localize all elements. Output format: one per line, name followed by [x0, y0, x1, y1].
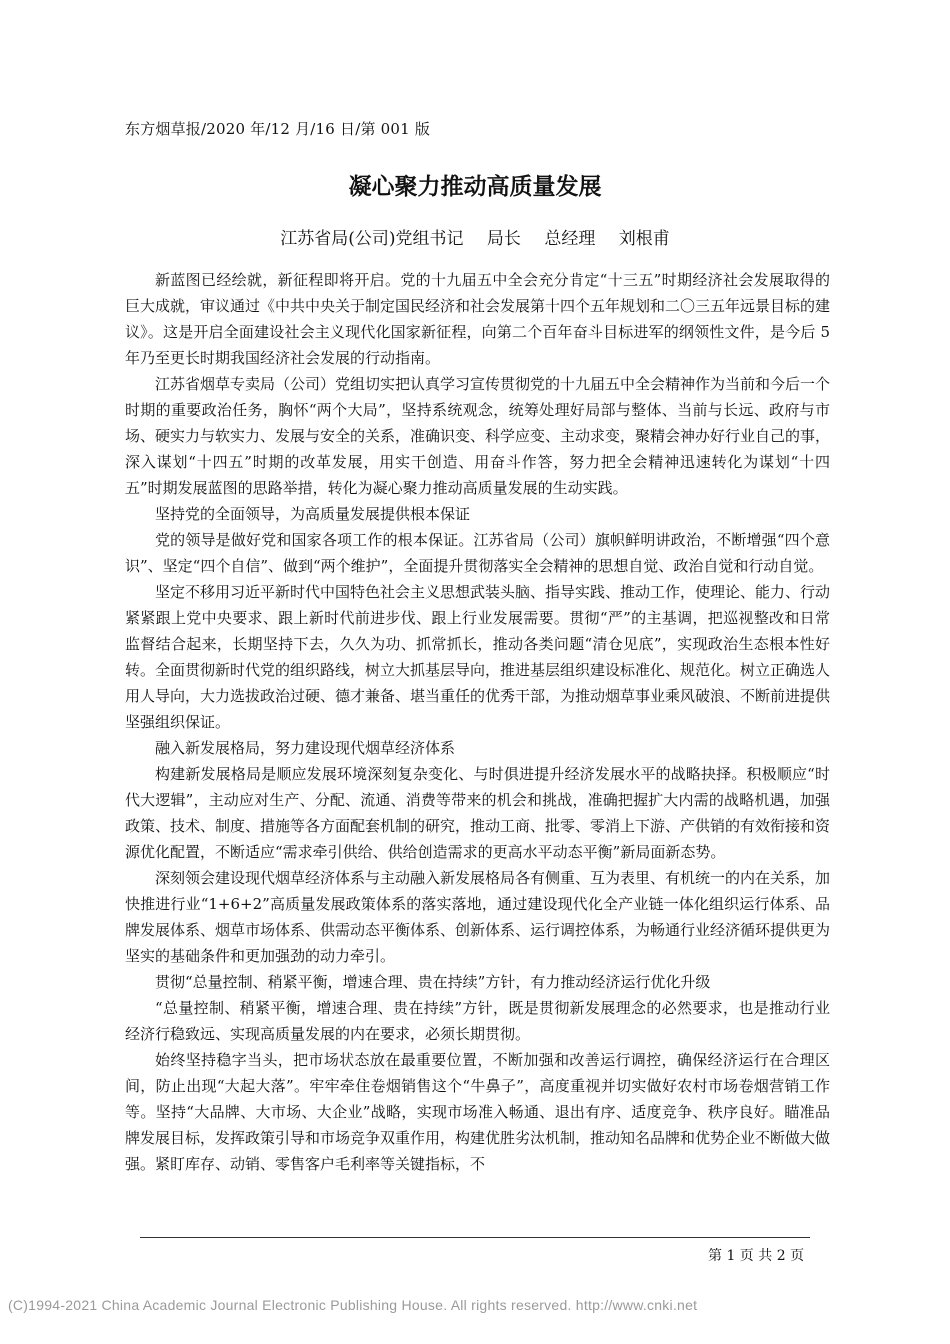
paragraph: 新蓝图已经绘就，新征程即将开启。党的十九届五中全会充分肯定“十三五”时期经济社会发展取得的巨大成就，审议通过《中共中央关于制定国民经济和社会发展第十四个五年规划和二〇三五年远景目标的建议》。这是开启全面建设社会主义现代化国家新征程，向第二个百年奋斗目标进军的纲领性文件，是今后 5 年乃至更长时期我国经济社会发展的行动指南。 — [125, 271, 831, 367]
paragraph: 坚定不移用习近平新时代中国特色社会主义思想武装头脑、指导实践、推动工作，使理论、能力、行动紧紧跟上党中央要求、跟上新时代前进步伐、跟上行业发展需要。贯彻“严”的主基调，把巡视整改和日常监督结合起来，长期坚持下去，久久为功、抓常抓长，推动各类问题“清仓见底”，实现政治生态根本性好转。全面贯彻新时代党的组织路线，树立大抓基层导向，推进基层组织建设标准化、规范化。树立正确选人用人导向，大力选拔政治过硬、德才兼备、堪当重任的优秀干部，为推动烟草事业乘风破浪、不断前进提供坚强组织保证。 — [125, 583, 831, 731]
section-heading: 坚持党的全面领导，为高质量发展提供根本保证 — [155, 505, 471, 523]
author-line — [0, 224, 950, 249]
copyright-notice: (C)1994-2021 China Academic Journal Electronic Publishing House. All rights reserved. http://www.cnki.net — [8, 1297, 698, 1313]
paragraph: 构建新发展格局是顺应发展环境深刻复杂变化、与时俱进提升经济发展水平的战略抉择。积极顺应“时代大逻辑”，主动应对生产、分配、流通、消费等带来的机会和挑战，准确把握扩大内需的战略机遇，加强政策、技术、制度、措施等各方面配套机制的研究，推动工商、批零、零消上下游、产供销的有效衔接和资源优化配置，不断适应“需求牵引供给、供给创造需求的更高水平动态平衡”新局面新态势。 — [125, 765, 831, 861]
author-role-director: 局长 — [486, 229, 521, 249]
author-org: 江苏省局(公司)党组书记 — [280, 229, 464, 249]
paragraph: 党的领导是做好党和国家各项工作的根本保证。江苏省局（公司）旗帜鲜明讲政治，不断增强“四个意识”、坚定“四个自信”、做到“两个维护”，全面提升贯彻落实全会精神的思想自觉、政治自觉和行动自觉。 — [125, 531, 830, 575]
article-body — [125, 267, 830, 1177]
author-name: 刘根甫 — [618, 229, 670, 249]
author-role-manager: 总经理 — [544, 229, 596, 249]
paragraph: 始终坚持稳字当头，把市场状态放在最重要位置，不断加强和改善运行调控，确保经济运行在合理区间，防止出现“大起大落”。牢牢牵住卷烟销售这个“牛鼻子”，高度重视并切实做好农村市场卷烟营销工作等。坚持“大品牌、大市场、大企业”战略，实现市场准入畅通、退出有序、适度竞争、秩序良好。瞄准品牌发展目标，发挥政策引导和市场竞争双重作用，构建优胜劣汰机制，推动知名品牌和优势企业不断做大做强。紧盯库存、动销、零售客户毛利率等关键指标，不 — [125, 1051, 831, 1173]
section-heading: 融入新发展格局，努力建设现代烟草经济体系 — [155, 739, 456, 757]
paragraph: 江苏省烟草专卖局（公司）党组切实把认真学习宣传贯彻党的十九届五中全会精神作为当前和今后一个时期的重要政治任务，胸怀“两个大局”，坚持系统观念，统筹处理好局部与整体、当前与长远、政府与市场、硬实力与软实力、发展与安全的关系，准确识变、科学应变、主动求变，聚精会神办好行业自己的事，深入谋划“十四五”时期的改革发展，用实干创造、用奋斗作答，努力把全会精神迅速转化为谋划“十四五”时期发展蓝图的思路举措，转化为凝心聚力推动高质量发展的生动实践。 — [125, 375, 831, 497]
section-heading: 贯彻“总量控制、稍紧平衡，增速合理、贵在持续”方针，有力推动经济运行优化升级 — [155, 973, 711, 991]
footer-divider — [140, 1237, 810, 1238]
source-line: 东方烟草报/2020 年/12 月/16 日/第 001 版 — [125, 120, 431, 138]
paragraph: 深刻领会建设现代烟草经济体系与主动融入新发展格局各有侧重、互为表里、有机统一的内在关系，加快推进行业“1+6+2”高质量发展政策体系的落实落地，通过建设现代化全产业链一体化组织运行体系、品牌发展体系、烟草市场体系、供需动态平衡体系、创新体系、运行调控体系，为畅通行业经济循环提供更为坚实的基础条件和更加强劲的动力牵引。 — [125, 869, 831, 965]
paragraph: “总量控制、稍紧平衡，增速合理、贵在持续”方针，既是贯彻新发展理念的必然要求，也是推动行业经济行稳致远、实现高质量发展的内在要求，必须长期贯彻。 — [125, 999, 830, 1043]
page-number: 第 1 页 共 2 页 — [708, 1248, 805, 1264]
article-title: 凝心聚力推动高质量发展 — [348, 174, 602, 200]
